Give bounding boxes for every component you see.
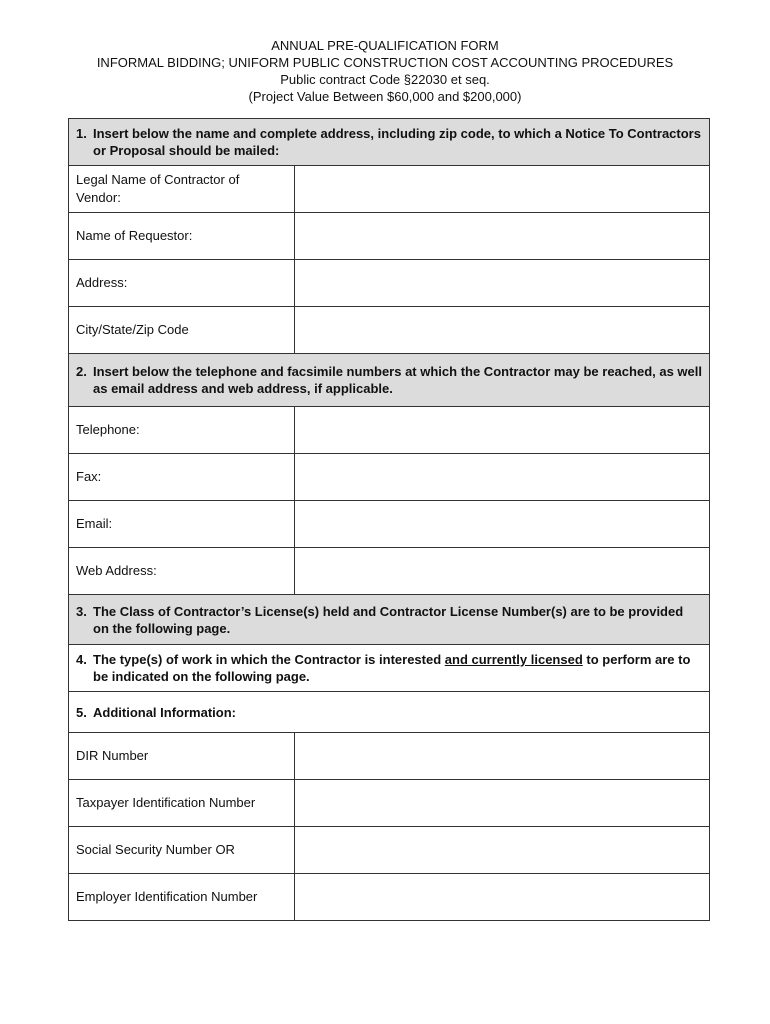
taxpayer-id-field[interactable]: [295, 780, 710, 827]
section-1-text: Insert below the name and complete address, including zip code, to which a Notice To Contractors or Proposal should be mailed:: [93, 126, 701, 158]
city-state-zip-label: City/State/Zip Code: [69, 307, 295, 354]
web-address-field[interactable]: [295, 548, 710, 595]
section-3-text: The Class of Contractor’s License(s) held and Contractor License Number(s) are to be provided on the following page.: [93, 603, 684, 636]
section-2-heading: [69, 354, 710, 407]
employer-id-field[interactable]: [295, 874, 710, 921]
dir-number-field[interactable]: [295, 733, 710, 780]
telephone-label: Telephone:: [69, 407, 295, 454]
form-header: [0, 37, 770, 105]
section-2-text: Insert below the telephone and facsimile numbers at which the Contractor may be reached, as well as email address and web address, if applicable.: [93, 364, 702, 396]
section-4-text: [93, 651, 702, 685]
requestor-name-label: Name of Requestor:: [69, 213, 295, 260]
section-5-number: 5.: [76, 704, 87, 720]
address-field[interactable]: [295, 260, 710, 307]
email-label: Email:: [69, 501, 295, 548]
section-3-number: 3.: [76, 603, 87, 619]
section-2-number: 2.: [76, 364, 87, 379]
email-field[interactable]: [295, 501, 710, 548]
project-value-range: (Project Value Between $60,000 and $200,000): [248, 89, 522, 104]
address-label: Address:: [69, 260, 295, 307]
form-subtitle: INFORMAL BIDDING; UNIFORM PUBLIC CONSTRUCTION COST ACCOUNTING PROCEDURES: [96, 55, 674, 70]
dir-number-label: DIR Number: [69, 733, 295, 780]
section-4-text-end: to perform are to be indicated on the following page.: [93, 652, 691, 684]
legal-name-field[interactable]: [295, 166, 710, 213]
section-5-heading: [69, 692, 710, 733]
requestor-name-field[interactable]: [295, 213, 710, 260]
taxpayer-id-label: Taxpayer Identification Number: [69, 780, 295, 827]
fax-field[interactable]: [295, 454, 710, 501]
section-4-number: 4.: [76, 652, 87, 667]
section-5-text: Additional Information:: [93, 704, 236, 720]
section-4-underlined-text: and currently licensed: [444, 652, 583, 667]
ssn-label: Social Security Number OR: [69, 827, 295, 874]
section-4-text-start: The type(s) of work in which the Contractor is interested: [93, 652, 445, 667]
legal-name-label: Legal Name of Contractor of Vendor:: [69, 166, 295, 213]
section-1-number: 1.: [76, 126, 87, 141]
fax-label: Fax:: [69, 454, 295, 501]
section-3-heading: [69, 595, 710, 645]
form-title: ANNUAL PRE-QUALIFICATION FORM: [271, 38, 499, 53]
city-state-zip-field[interactable]: [295, 307, 710, 354]
employer-id-label: Employer Identification Number: [69, 874, 295, 921]
prequalification-form-table: [68, 118, 710, 921]
code-reference: Public contract Code §22030 et seq.: [280, 72, 490, 87]
section-4-heading: [69, 645, 710, 692]
ssn-field[interactable]: [295, 827, 710, 874]
telephone-field[interactable]: [295, 407, 710, 454]
web-address-label: Web Address:: [69, 548, 295, 595]
section-1-heading: [69, 119, 710, 166]
